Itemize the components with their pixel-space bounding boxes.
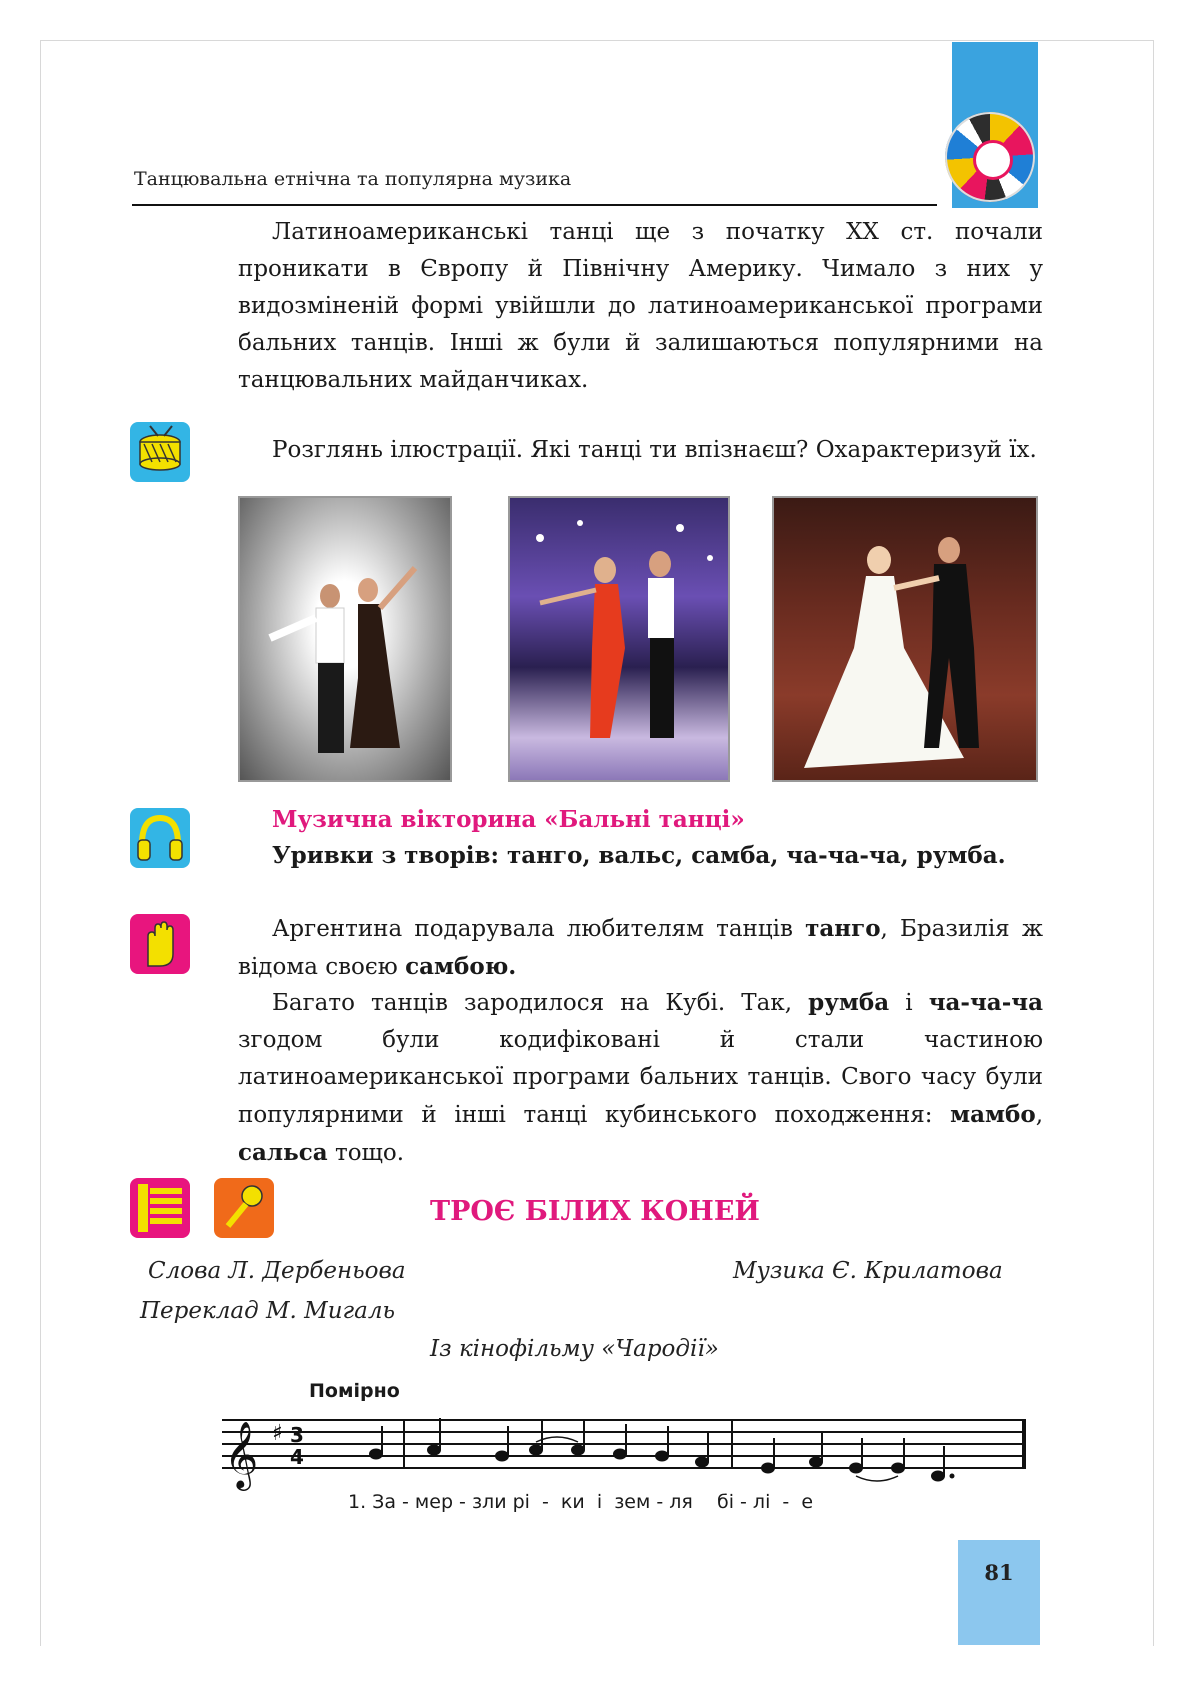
page-number: 81: [984, 1560, 1014, 1585]
tempo-marking: Помірно: [309, 1380, 400, 1402]
header-rule: [132, 204, 937, 206]
svg-text:♯: ♯: [272, 1421, 283, 1446]
latin-dancers-photo: [238, 496, 452, 782]
lyrics-credit: Слова Л. Дербеньова: [148, 1258, 406, 1284]
argentina-paragraph: Аргентина подарувала любителям танців танго, Бразилія ж відома своєю самбою.: [238, 915, 1043, 980]
microphone-icon: [214, 1178, 274, 1238]
piano-icon: [130, 1178, 190, 1238]
translation-credit: Переклад М. Мигаль: [140, 1298, 396, 1324]
svg-text:4: 4: [290, 1445, 304, 1469]
treble-clef-icon: 𝄞: [224, 1420, 259, 1488]
headphones-icon: [130, 808, 190, 868]
quiz-title: Музична вікторина «Бальні танці»: [272, 806, 745, 833]
intro-text: Латиноамериканські танці ще з початку ХХ ст. почали проникати в Європу й Північну Америку. Чимало з них у видозміненій формі увійшли до латиноамериканської програми бальних танців. Інші ж були й залишаються популярними на танцювальних майданчиках.: [238, 219, 1043, 393]
music-staff: [218, 1404, 1030, 1496]
hand-icon: [130, 914, 190, 974]
page-number-tab: [958, 1540, 1040, 1645]
chapter-globe-icon: [945, 112, 1035, 202]
quiz-excerpts: Уривки з творів: танго, вальс, самба, ча-ча-ча, румба.: [272, 842, 1006, 869]
music-credit: Музика Є. Крилатова: [733, 1258, 1003, 1284]
waltz-dancers-photo: [772, 496, 1038, 782]
song-lyrics: 1. За - мер - зли рі - ки і зем - ля бі - лі - е: [348, 1491, 814, 1513]
svg-text:3: 3: [290, 1423, 304, 1447]
song-title: ТРОЄ БІЛИХ КОНЕЙ: [430, 1196, 760, 1227]
intro-paragraph: [238, 214, 1043, 399]
task-text: Розглянь ілюстрації. Які танці ти впізнаєш? Охарактеризуй їх.: [272, 437, 1037, 463]
cuba-paragraph: Багато танців зародилося на Кубі. Так, румба і ча-ча-ча згодом були кодифіковані й стали частиною латиноамериканської програми бальних танців. Свого часу були популярними й інші танці кубинського походження: мамбо, сальса тощо.: [238, 989, 1043, 1166]
drum-icon: [130, 422, 190, 482]
film-credit: Із кінофільму «Чародії»: [430, 1336, 719, 1362]
running-header: Танцювальна етнічна та популярна музика: [134, 168, 572, 190]
samba-dancers-photo: [508, 496, 730, 782]
